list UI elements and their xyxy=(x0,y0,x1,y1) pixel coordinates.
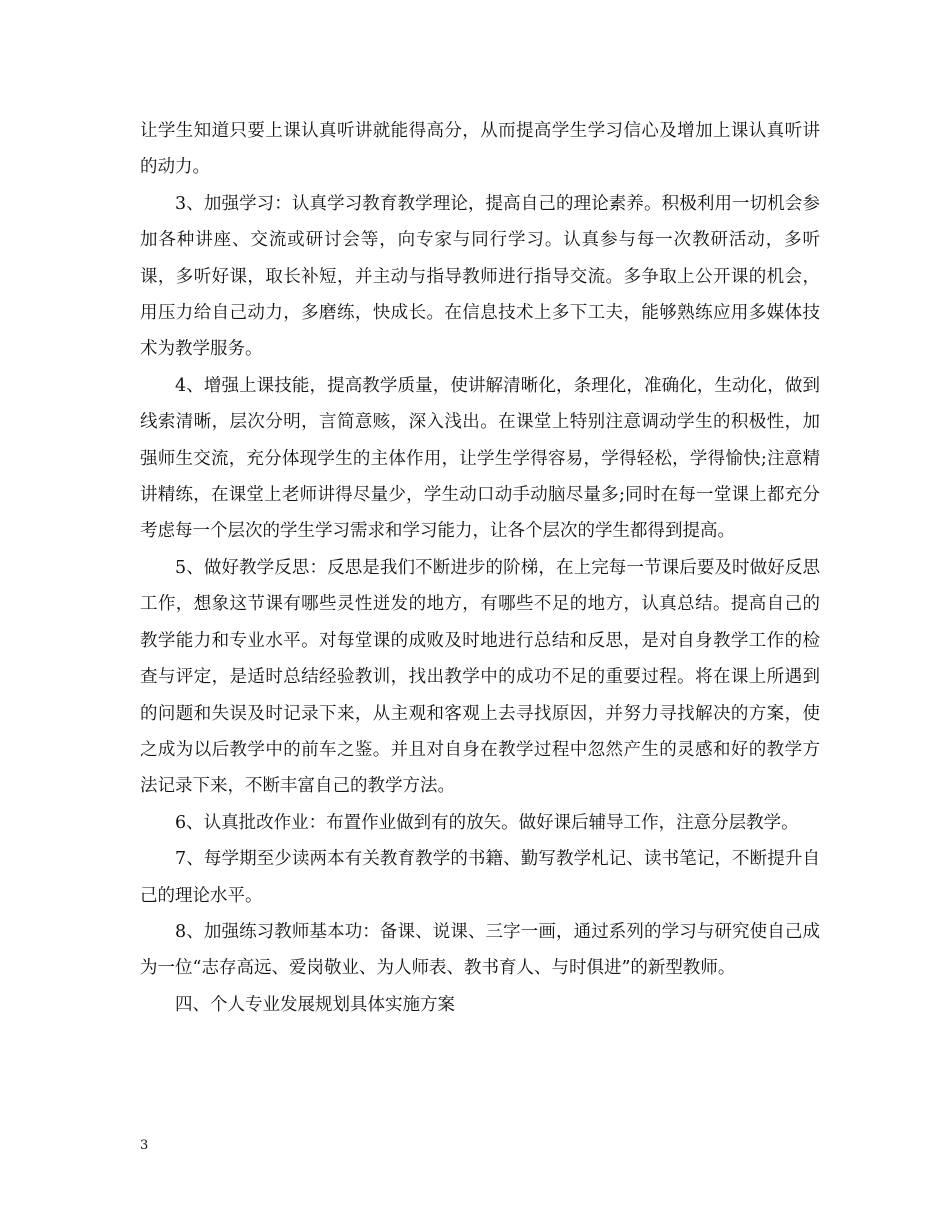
paragraph-item-4: 4、增强上课技能，提高教学质量，使讲解清晰化，条理化，准确化，生动化，做到线索清晰，层次分明，言简意赅，深入浅出。在课堂上特别注意调动学生的积极性，加强师生交流，充分体现学生的主体作用，让学生学得容易，学得轻松，学得愉快;注意精讲精练，在课堂上老师讲得尽量少，学生动口动手动脑尽量多;同时在每一堂课上都充分考虑每一个层次的学生学习需求和学习能力，让各个层次的学生都得到提高。 xyxy=(140,375,820,542)
paragraph-continuation: 让学生知道只要上课认真听讲就能得高分，从而提高学生学习信心及增加上课认真听讲的动力。 xyxy=(140,121,820,178)
paragraph-item-7: 7、每学期至少读两本有关教育教学的书籍、勤写教学札记、读书笔记，不断提升自己的理论水平。 xyxy=(140,849,820,906)
paragraph-item-8: 8、加强练习教师基本功：备课、说课、三字一画，通过系列的学习与研究使自己成为一位“志存高远、爱岗敬业、为人师表、教书育人、与时俱进”的新型教师。 xyxy=(140,921,820,979)
paragraph-item-3: 3、加强学习：认真学习教育教学理论，提高自己的理论素养。积极利用一切机会参加各种讲座、交流或研讨会等，向专家与同行学习。认真参与每一次教研活动，多听课，多听好课，取长补短，并主动与指导教师进行指导交流。多争取上公开课的机会，用压力给自己动力，多磨练，快成长。在信息技术上多下工夫，能够熟练应用多媒体技术为教学服务。 xyxy=(140,193,820,360)
section-heading: 四、个人专业发展规划具体实施方案 xyxy=(175,994,455,1015)
paragraph-item-5: 5、做好教学反思：反思是我们不断进步的阶梯，在上完每一节课后要及时做好反思工作，想象这节课有哪些灵性迸发的地方，有哪些不足的地方，认真总结。提高自己的教学能力和专业水平。对每堂课的成败及时地进行总结和反思，是对自身教学工作的检查与评定，是适时总结经验教训，找出教学中的成功不足的重要过程。将在课上所遇到的问题和失误及时记录下来，从主观和客观上去寻找原因，并努力寻找解决的方案，使之成为以后教学中的前车之鉴。并且对自身在教学过程中忽然产生的灵感和好的教学方法记录下来，不断丰富自己的教学方法。 xyxy=(140,557,820,797)
page-number: 3 xyxy=(140,1138,149,1153)
page-body xyxy=(140,113,820,1023)
paragraph-item-6: 6、认真批改作业：布置作业做到有的放矢。做好课后辅导工作，注意分层教学。 xyxy=(175,812,799,833)
